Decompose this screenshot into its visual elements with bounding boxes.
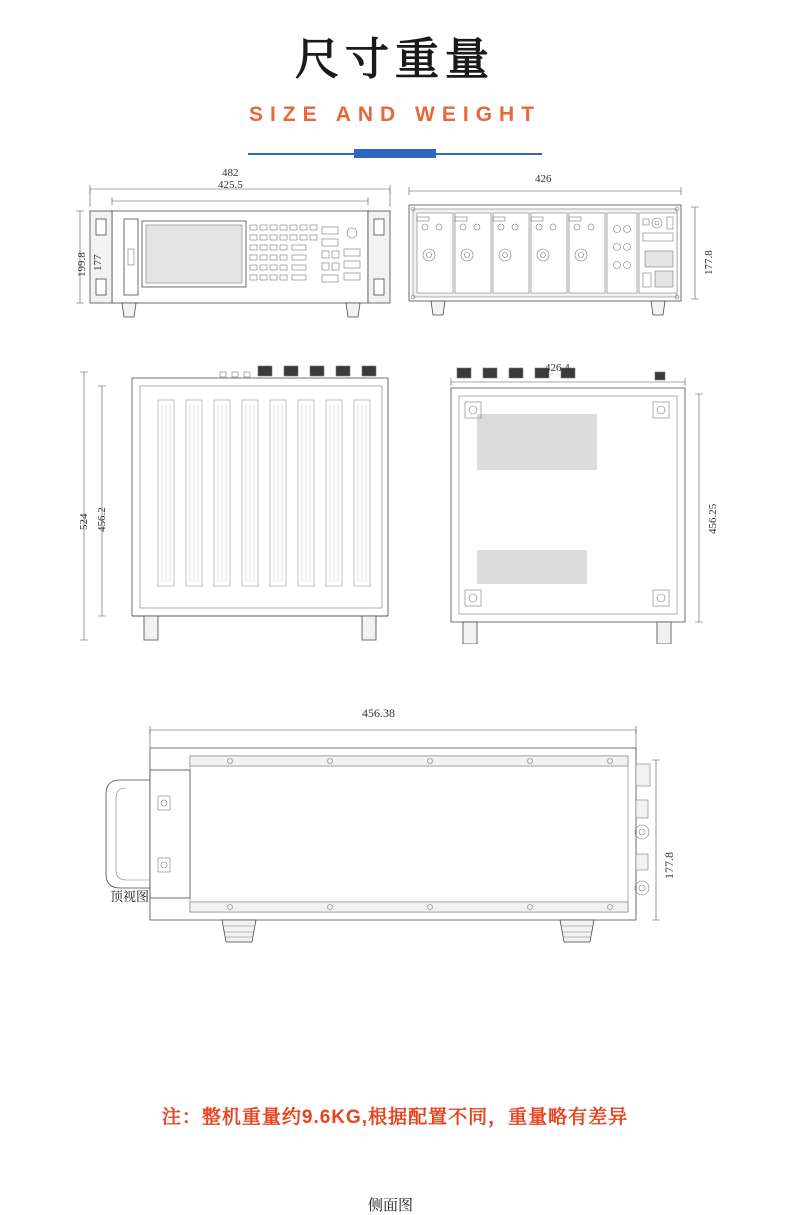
dim-front-outer-width: 482 (222, 166, 239, 179)
page-title: 尺寸重量 (295, 35, 495, 84)
dim-front-inner-width: 425.5 (218, 178, 243, 191)
page-header (0, 0, 790, 159)
side-view-drawing (90, 704, 690, 994)
dim-bottom-depth: 456.25 (707, 503, 719, 534)
dim-front-inner-height: 177 (92, 254, 104, 271)
dim-front-outer-height: 199.8 (76, 252, 88, 277)
caption-side-view: 侧面图 (368, 1196, 414, 1214)
dim-side-length: 456.38 (362, 705, 395, 720)
page-subtitle: SIZE AND WEIGHT (248, 102, 542, 126)
dim-bottom-width: 426.4 (545, 361, 570, 374)
dim-top-outer-depth: 524 (78, 513, 90, 530)
weight-note: 注：整机重量约9.6KG,根据配置不同，重量略有差异 (161, 1107, 629, 1128)
divider-line-right (416, 153, 542, 155)
dim-top-inner-depth: 456.2 (96, 507, 108, 532)
title-divider (0, 149, 790, 159)
top-view-drawing (70, 354, 400, 644)
dim-side-height: 177.8 (662, 851, 676, 879)
caption-top-view: 顶视图 (110, 888, 150, 904)
front-panel-drawing (70, 167, 400, 327)
dim-rear-height: 177.8 (703, 250, 715, 275)
bottom-view-drawing (405, 354, 725, 644)
dim-rear-width: 426 (535, 172, 552, 185)
rear-panel-drawing (395, 167, 715, 327)
